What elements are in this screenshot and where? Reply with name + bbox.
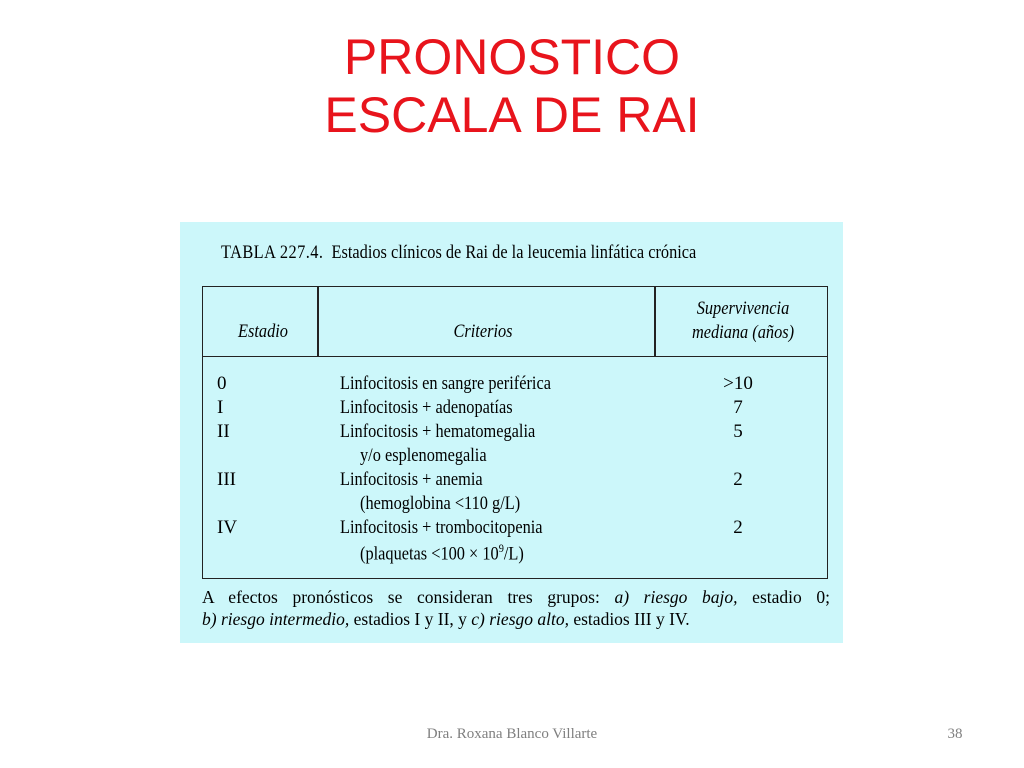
header-divider — [317, 287, 319, 357]
stage-cell: IV — [217, 517, 238, 538]
stage-cell: 0 — [217, 373, 227, 394]
title-line-1: PRONOSTICO — [343, 29, 681, 85]
table-caption-number: TABLA 227.4. — [221, 242, 324, 263]
slide-page-number: 38 — [947, 726, 963, 742]
criteria-cell: Linfocitosis + hematomegalia — [340, 421, 536, 442]
table-caption-text: Estadios clínicos de Rai de la leucemia linfática crónica — [331, 242, 697, 263]
footnote-group-low: a) riesgo bajo, — [614, 587, 738, 607]
platelet-exponent: 9 — [498, 541, 504, 555]
footnote-text: estadios I y II, y — [349, 609, 472, 629]
criteria-cell: Linfocitosis + trombocitopenia — [340, 517, 543, 538]
table-caption — [221, 242, 754, 264]
table-row — [203, 541, 827, 565]
table-row — [203, 397, 827, 421]
slide-footer-author: Dra. Roxana Blanco Villarte — [426, 726, 598, 742]
table-row — [203, 373, 827, 397]
survival-cell: >10 — [723, 373, 753, 394]
stage-cell: II — [217, 421, 230, 442]
survival-cell: 5 — [733, 421, 743, 442]
rai-staging-table — [202, 286, 828, 579]
survival-cell: 7 — [733, 397, 743, 418]
table-footnote — [202, 586, 830, 630]
criteria-cell: Linfocitosis en sangre periférica — [340, 373, 551, 394]
platelet-text: (plaquetas <100 × 10 — [360, 543, 499, 565]
footnote-line-1 — [202, 586, 830, 608]
header-criteria: Criterios — [453, 321, 513, 342]
criteria-cell: y/o esplenomegalia — [360, 445, 487, 466]
footnote-text: A efectos pronósticos se consideran tres grupos: — [202, 587, 615, 607]
header-survival-line-2: mediana (años) — [691, 322, 795, 343]
table-row — [203, 421, 827, 445]
table-row — [203, 469, 827, 493]
title-line-2: ESCALA DE RAI — [324, 87, 700, 143]
table-row — [203, 445, 827, 469]
criteria-cell: (hemoglobina <110 g/L) — [360, 493, 521, 514]
footnote-text: estadio 0; — [737, 587, 830, 607]
footnote-line-2 — [202, 608, 830, 630]
stage-cell: III — [217, 469, 236, 490]
footnote-text: estadios III y IV. — [568, 609, 690, 629]
table-image-panel — [180, 222, 843, 643]
table-row — [203, 517, 827, 541]
stage-cell: I — [217, 397, 224, 418]
header-survival-line-1: Supervivencia — [696, 298, 790, 319]
footnote-group-intermediate: b) riesgo intermedio, — [202, 609, 350, 629]
criteria-cell — [360, 541, 524, 565]
survival-cell: 2 — [733, 469, 743, 490]
criteria-cell: Linfocitosis + adenopatías — [340, 397, 513, 418]
header-divider — [654, 287, 656, 357]
slide-title — [0, 28, 1024, 144]
header-stage: Estadio — [238, 321, 288, 342]
survival-cell: 2 — [733, 517, 743, 538]
table-row — [203, 493, 827, 517]
platelet-unit: /L) — [503, 543, 524, 565]
criteria-cell: Linfocitosis + anemia — [340, 469, 483, 490]
table-header — [203, 287, 827, 357]
footnote-group-high: c) riesgo alto, — [471, 609, 569, 629]
